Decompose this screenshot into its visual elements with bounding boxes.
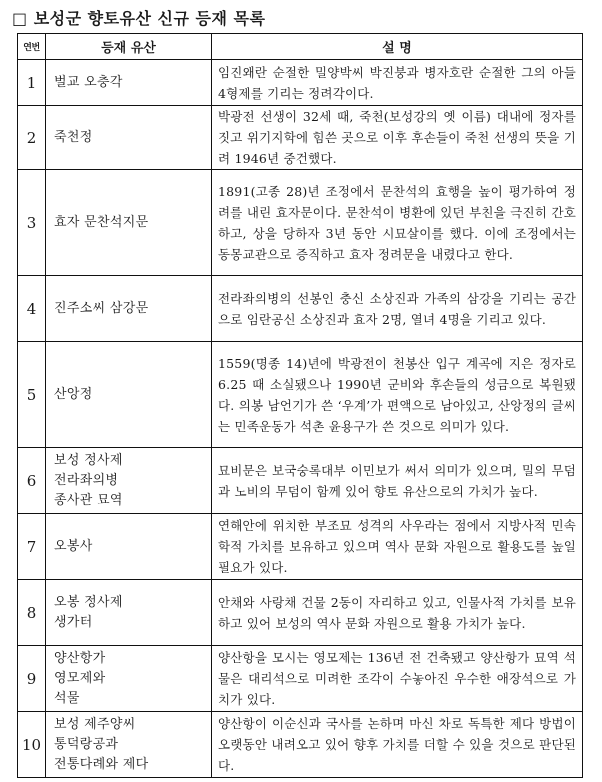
row-number: 4 [18,276,46,342]
table-row [18,712,583,778]
table-header-row [18,34,583,60]
row-heritage-name: 오봉사 [46,514,212,580]
row-number: 5 [18,342,46,448]
row-description: 전라좌의병의 선봉인 충신 소상진과 가족의 삼강을 기리는 공간으로 임란공신 소상진과 효자 2명, 열녀 4명을 기리고 있다. [212,276,583,342]
row-heritage-name: 진주소씨 삼강문 [46,276,212,342]
table-row [18,646,583,712]
row-number: 2 [18,106,46,170]
row-heritage-name: 죽천정 [46,106,212,170]
table-row [18,170,583,276]
row-heritage-name: 벌교 오충각 [46,60,212,106]
row-heritage-name: 효자 문찬석지문 [46,170,212,276]
heritage-table [17,33,583,778]
row-description: 박광전 선생이 32세 때, 죽천(보성강의 옛 이름) 대내에 정자를 짓고 위기지학에 힘쓴 곳으로 이후 후손들이 죽천 선생의 뜻을 기려 1946년 중건했다. [212,106,583,170]
row-number: 1 [18,60,46,106]
table-row [18,342,583,448]
row-heritage-name: 양산항가 영모제와 석물 [46,646,212,712]
row-number: 8 [18,580,46,646]
table-row [18,60,583,106]
row-description: 양산항을 모시는 영모제는 136년 전 건축됐고 양산항가 묘역 석물은 대리석으로 미려한 조각이 수놓아진 우수한 애장석으로 가치가 있다. [212,646,583,712]
row-heritage-name: 보성 제주양씨 통덕랑공과 전통다례와 제다 [46,712,212,778]
page-title: □ 보성군 향토유산 신규 등재 목록 [12,9,266,28]
table-row [18,106,583,170]
table-row [18,448,583,514]
header-number: 연번 [18,34,46,60]
row-description: 안채와 사랑채 건물 2동이 자리하고 있고, 인물사적 가치를 보유하고 있어 보성의 역사 문화 자원으로 활용 가치가 높다. [212,580,583,646]
row-description: 묘비문은 보국숭록대부 이민보가 써서 의미가 있으며, 밀의 무덤과 노비의 무덤이 함께 있어 향토 유산으로의 가치가 높다. [212,448,583,514]
row-description: 1891(고종 28)년 조정에서 문찬석의 효행을 높이 평가하여 정려를 내린 효자문이다. 문찬석이 병환에 있던 부친을 극진히 간호하고, 상을 당하자 3년 동안 시묘살이를 했다. 이에 조정에서는 동몽교관으로 증직하고 효자 정려문을 내렸다고 한다. [212,170,583,276]
row-number: 7 [18,514,46,580]
table-row [18,276,583,342]
row-number: 3 [18,170,46,276]
header-description: 설 명 [212,34,583,60]
row-number: 6 [18,448,46,514]
heritage-table-container [17,33,582,778]
row-description: 임진왜란 순절한 밀양박씨 박진붕과 병자호란 순절한 그의 아들 4형제를 기리는 정려각이다. [212,60,583,106]
row-heritage-name: 산앙정 [46,342,212,448]
row-number: 9 [18,646,46,712]
table-row [18,514,583,580]
row-description: 연해안에 위치한 부조묘 성격의 사우라는 점에서 지방사적 민속학적 가치를 보유하고 있으며 역사 문화 자원으로 활용도를 높일 필요가 있다. [212,514,583,580]
row-heritage-name: 보성 정사제 전라좌의병 종사관 묘역 [46,448,212,514]
row-description: 양산항이 이순신과 국사를 논하며 마신 차로 독특한 제다 방법이 오랫동안 내려오고 있어 향후 가치를 더할 수 있을 것으로 판단된다. [212,712,583,778]
row-description: 1559(명종 14)년에 박광전이 천봉산 입구 계곡에 지은 정자로 6.25 때 소실됐으나 1990년 군비와 후손들의 성금으로 복원됐다. 의봉 남언기가 쓴 ‘우계’가 편액으로 남아있고, 산앙정의 글씨는 민족운동가 석촌 윤용구가 쓴 것으로 의미가 있다. [212,342,583,448]
header-name: 등재 유산 [46,34,212,60]
row-number: 10 [18,712,46,778]
table-row [18,580,583,646]
row-heritage-name: 오봉 정사제 생가터 [46,580,212,646]
